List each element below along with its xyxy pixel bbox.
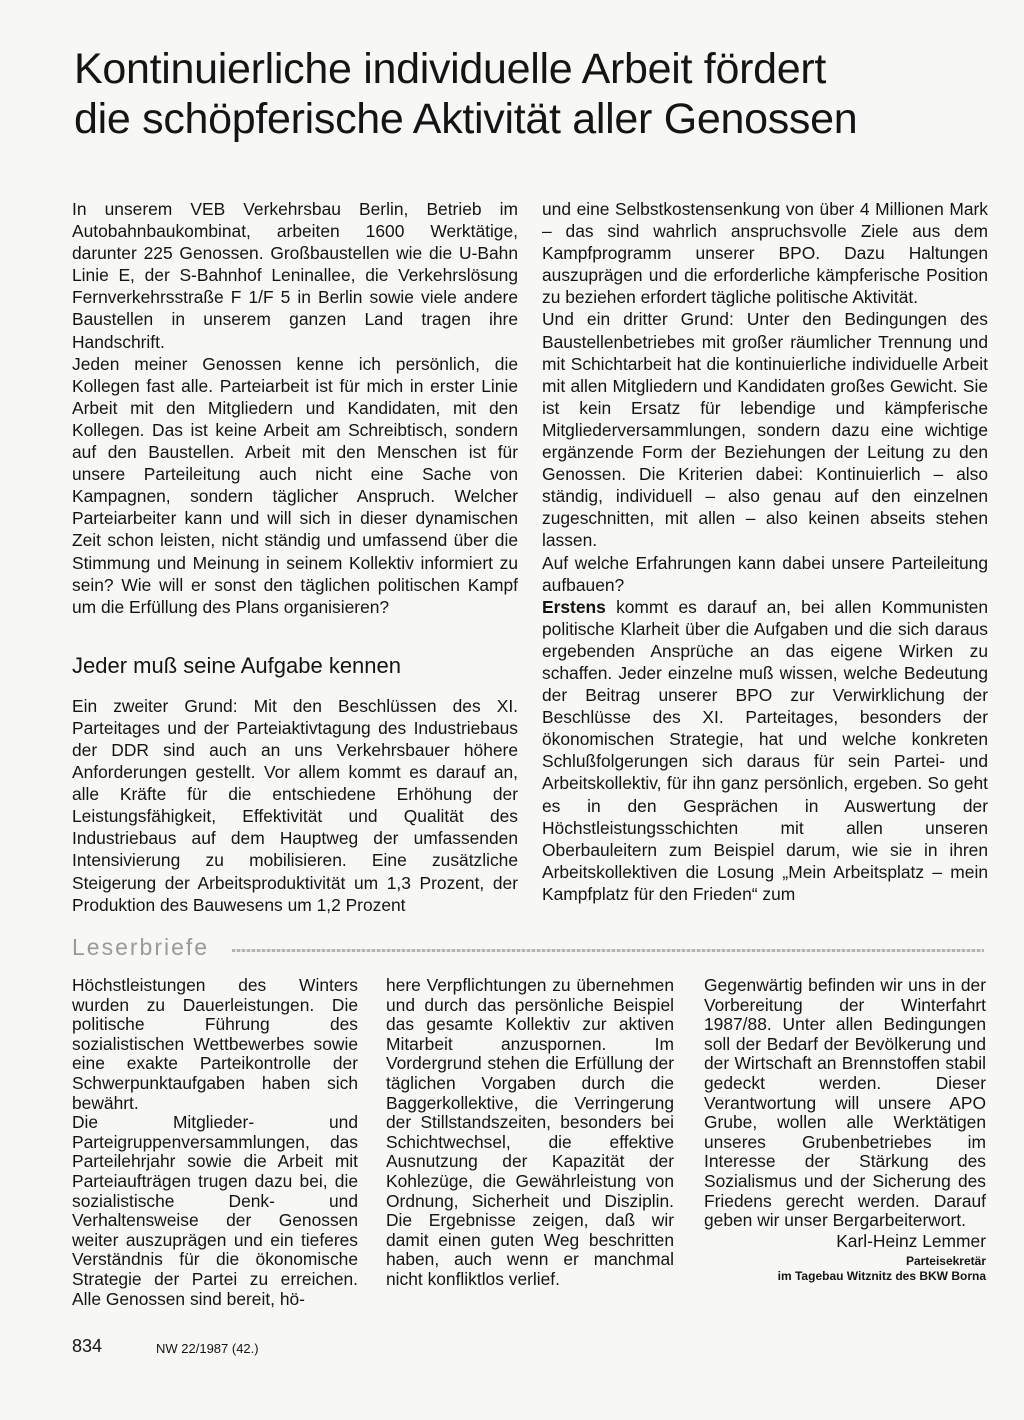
author-role-line-2: im Tagebau Witznitz des BKW Borna (777, 1269, 986, 1284)
article-right-column (542, 198, 988, 905)
letter-author: Karl-Heinz Lemmer (836, 1230, 986, 1251)
article-paragraph: und eine Selbstkostensenkung von über 4 Millionen Mark – das sind wahrlich anspruchsvolle Ziele aus dem Kampfprogramm unserer BPO. Dazu Haltungen auszuprägen und die erforderliche kämpferische Position zu beziehen erfordert tägliche politische Aktivität. (542, 199, 988, 308)
article-subheading: Jeder muß seine Aufgabe kennen (72, 652, 402, 678)
letters-section-label: Leserbriefe (72, 934, 210, 960)
paragraph-lead-word: Erstens (542, 596, 606, 617)
headline (74, 44, 974, 144)
author-role-line-1: Parteisekretär (905, 1254, 986, 1269)
article-left-column (72, 198, 518, 916)
article-paragraph: In unserem VEB Verkehrsbau Berlin, Betrieb im Autobahnbaukombinat, arbeiten 1600 Werktätige, darunter 225 Genossen. Großbaustellen wie die U-Bahn Linie E, der S-Bahnhof Leninallee, die Verkehrslösung Fernverkehrsstraße F 1/F 5 in Berlin sowie viele andere Baustellen in unserem ganzen Land tragen ihre Handschrift. (72, 199, 518, 352)
headline-line-1: Kontinuierliche individuelle Arbeit fördert (74, 45, 826, 93)
letter-column-1 (72, 976, 358, 1309)
article-paragraph: Auf welche Erfahrungen kann dabei unsere Parteileitung aufbauen? (542, 552, 988, 595)
letters-section-header (72, 932, 984, 962)
letter-column-3 (704, 976, 986, 1284)
paragraph-body: kommt es darauf an, bei allen Kommunisten politische Klarheit über die Aufgaben und die sich daraus ergebenden Ansprüche an das eigene Wirken zu schaffen. Jeder einzelne muß wissen, welche Bedeutung der Beitrag unserer BPO zur Verwirklichung der Beschlüsse des XI. Parteitages, besonders der ökonomischen Strategie, hat und welche konkreten Schlußfolgerungen sich daraus für sein Partei- und Arbeitskollektiv, für ihn ganz persönlich, ergeben. So geht es in den Gesprächen in Auswertung der Höchstleistungsschichten mit allen unseren Oberbauleitern zum Beispiel darum, wie sie in ihren Arbeitskollektiven die Losung „Mein Arbeitsplatz – mein Kampfplatz für den Frieden“ zum (542, 596, 988, 904)
page-number: 834 (72, 1336, 103, 1356)
letter-paragraph: here Verpflichtungen zu übernehmen und durch das persönliche Beispiel das gesamte Kollektiv zur aktiven Mitarbeit anzuspornen. Im Vordergrund stehen die Erfüllung der täglichen Vorgaben durch die Baggerkollektive, die Verringerung der Stillstandszeiten, besonders bei Schichtwechsel, die effektive Ausnutzung der Kapazität der Kohlezüge, die Gewährleistung von Ordnung, Sicherheit und Disziplin. Die Ergebnisse zeigen, daß wir damit einen guten Weg beschritten haben, auch wenn er manchmal nicht konfliktlos verlief. (386, 975, 674, 1289)
letter-paragraph: Gegenwärtig befinden wir uns in der Vorbereitung der Winterfahrt 1987/88. Unter allen Bedingungen soll der Bedarf der Bevölkerung und der Wirtschaft an Brennstoffen stabil gedeckt werden. Dieser Verantwortung will unsere APO Grube, wollen alle Werktätigen unseres Grubenbetriebes im Interesse der Stärkung des Sozialismus und der Sicherung des Friedens gerecht werden. Darauf geben wir unser Bergarbeiterwort. (704, 975, 986, 1231)
section-divider (232, 949, 984, 952)
letter-paragraph: Die Mitglieder- und Parteigruppenversammlungen, das Parteilehrjahr sowie die Arbeit mit Parteiaufträgen trugen dazu bei, die sozialistische Denk- und Verhaltensweise der Genossen weiter auszuprägen und ein tieferes Verständnis für die ökonomische Strategie der Partei zu erreichen. Alle Genossen sind bereit, hö- (72, 1112, 358, 1309)
issue-reference: NW 22/1987 (42.) (156, 1341, 259, 1356)
letter-paragraph: Höchstleistungen des Winters wurden zu Dauerleistungen. Die politische Führung des sozialistischen Wettbewerbes sowie eine exakte Parteikontrolle der Schwerpunktaufgaben haben sich bewährt. (72, 975, 358, 1113)
article-paragraph: Jeden meiner Genossen kenne ich persönlich, die Kollegen fast alle. Parteiarbeit ist für mich in erster Linie Arbeit mit den Mitgliedern und Kandidaten, mit den Kollegen. Das ist keine Arbeit am Schreibtisch, sondern auf den Baustellen. Arbeit mit den Menschen ist für unsere Parteileitung auch nicht eine Sache von Kampagnen, sondern täglicher Anspruch. Welcher Parteiarbeiter kann und will sich in dieser dynamischen Zeit schon leisten, nicht ständig und umfassend über die Stimmung und Meinung in seinem Kollektiv informiert zu sein? Wie will er sonst den täglichen politischen Kampf um die Erfüllung des Plans organisieren? (72, 353, 518, 617)
letter-author-role (704, 1254, 986, 1284)
article-paragraph: Und ein dritter Grund: Unter den Bedingungen des Baustellenbetriebes mit großer räumlicher Trennung und mit Schichtarbeit hat die kontinuierliche individuelle Arbeit mit allen Mitgliedern und Kandidaten großes Gewicht. Sie ist kein Ersatz für lebendige und kämpferische Mitgliederversammlungen, sondern dazu eine wichtige ergänzende Form der Beziehungen der Leitung zu den Genossen. Die Kriterien dabei: Kontinuierlich – also ständig, individuell – also genau auf den einzelnen zugeschnitten, mit allen – also keinen abseits stehen lassen. (542, 309, 988, 551)
article-paragraph (542, 596, 988, 905)
headline-line-2: die schöpferische Aktivität aller Genossen (74, 95, 858, 143)
letter-column-2 (386, 976, 674, 1290)
article-paragraph: Ein zweiter Grund: Mit den Beschlüssen des XI. Parteitages und der Parteiaktivtagung des Industriebaus der DDR sind auch an uns Verkehrsbauer höhere Anforderungen gestellt. Vor allem kommt es darauf an, alle Kräfte für die entschiedene Erhöhung der Leistungsfähigkeit, Effektivität und Qualität des Industriebaus auf dem Hauptweg der umfassenden Intensivierung zu mobilisieren. Eine zusätzliche Steigerung der Arbeitsproduktivität um 1,3 Prozent, der Produktion des Bauwesens um 1,2 Prozent (72, 695, 518, 915)
